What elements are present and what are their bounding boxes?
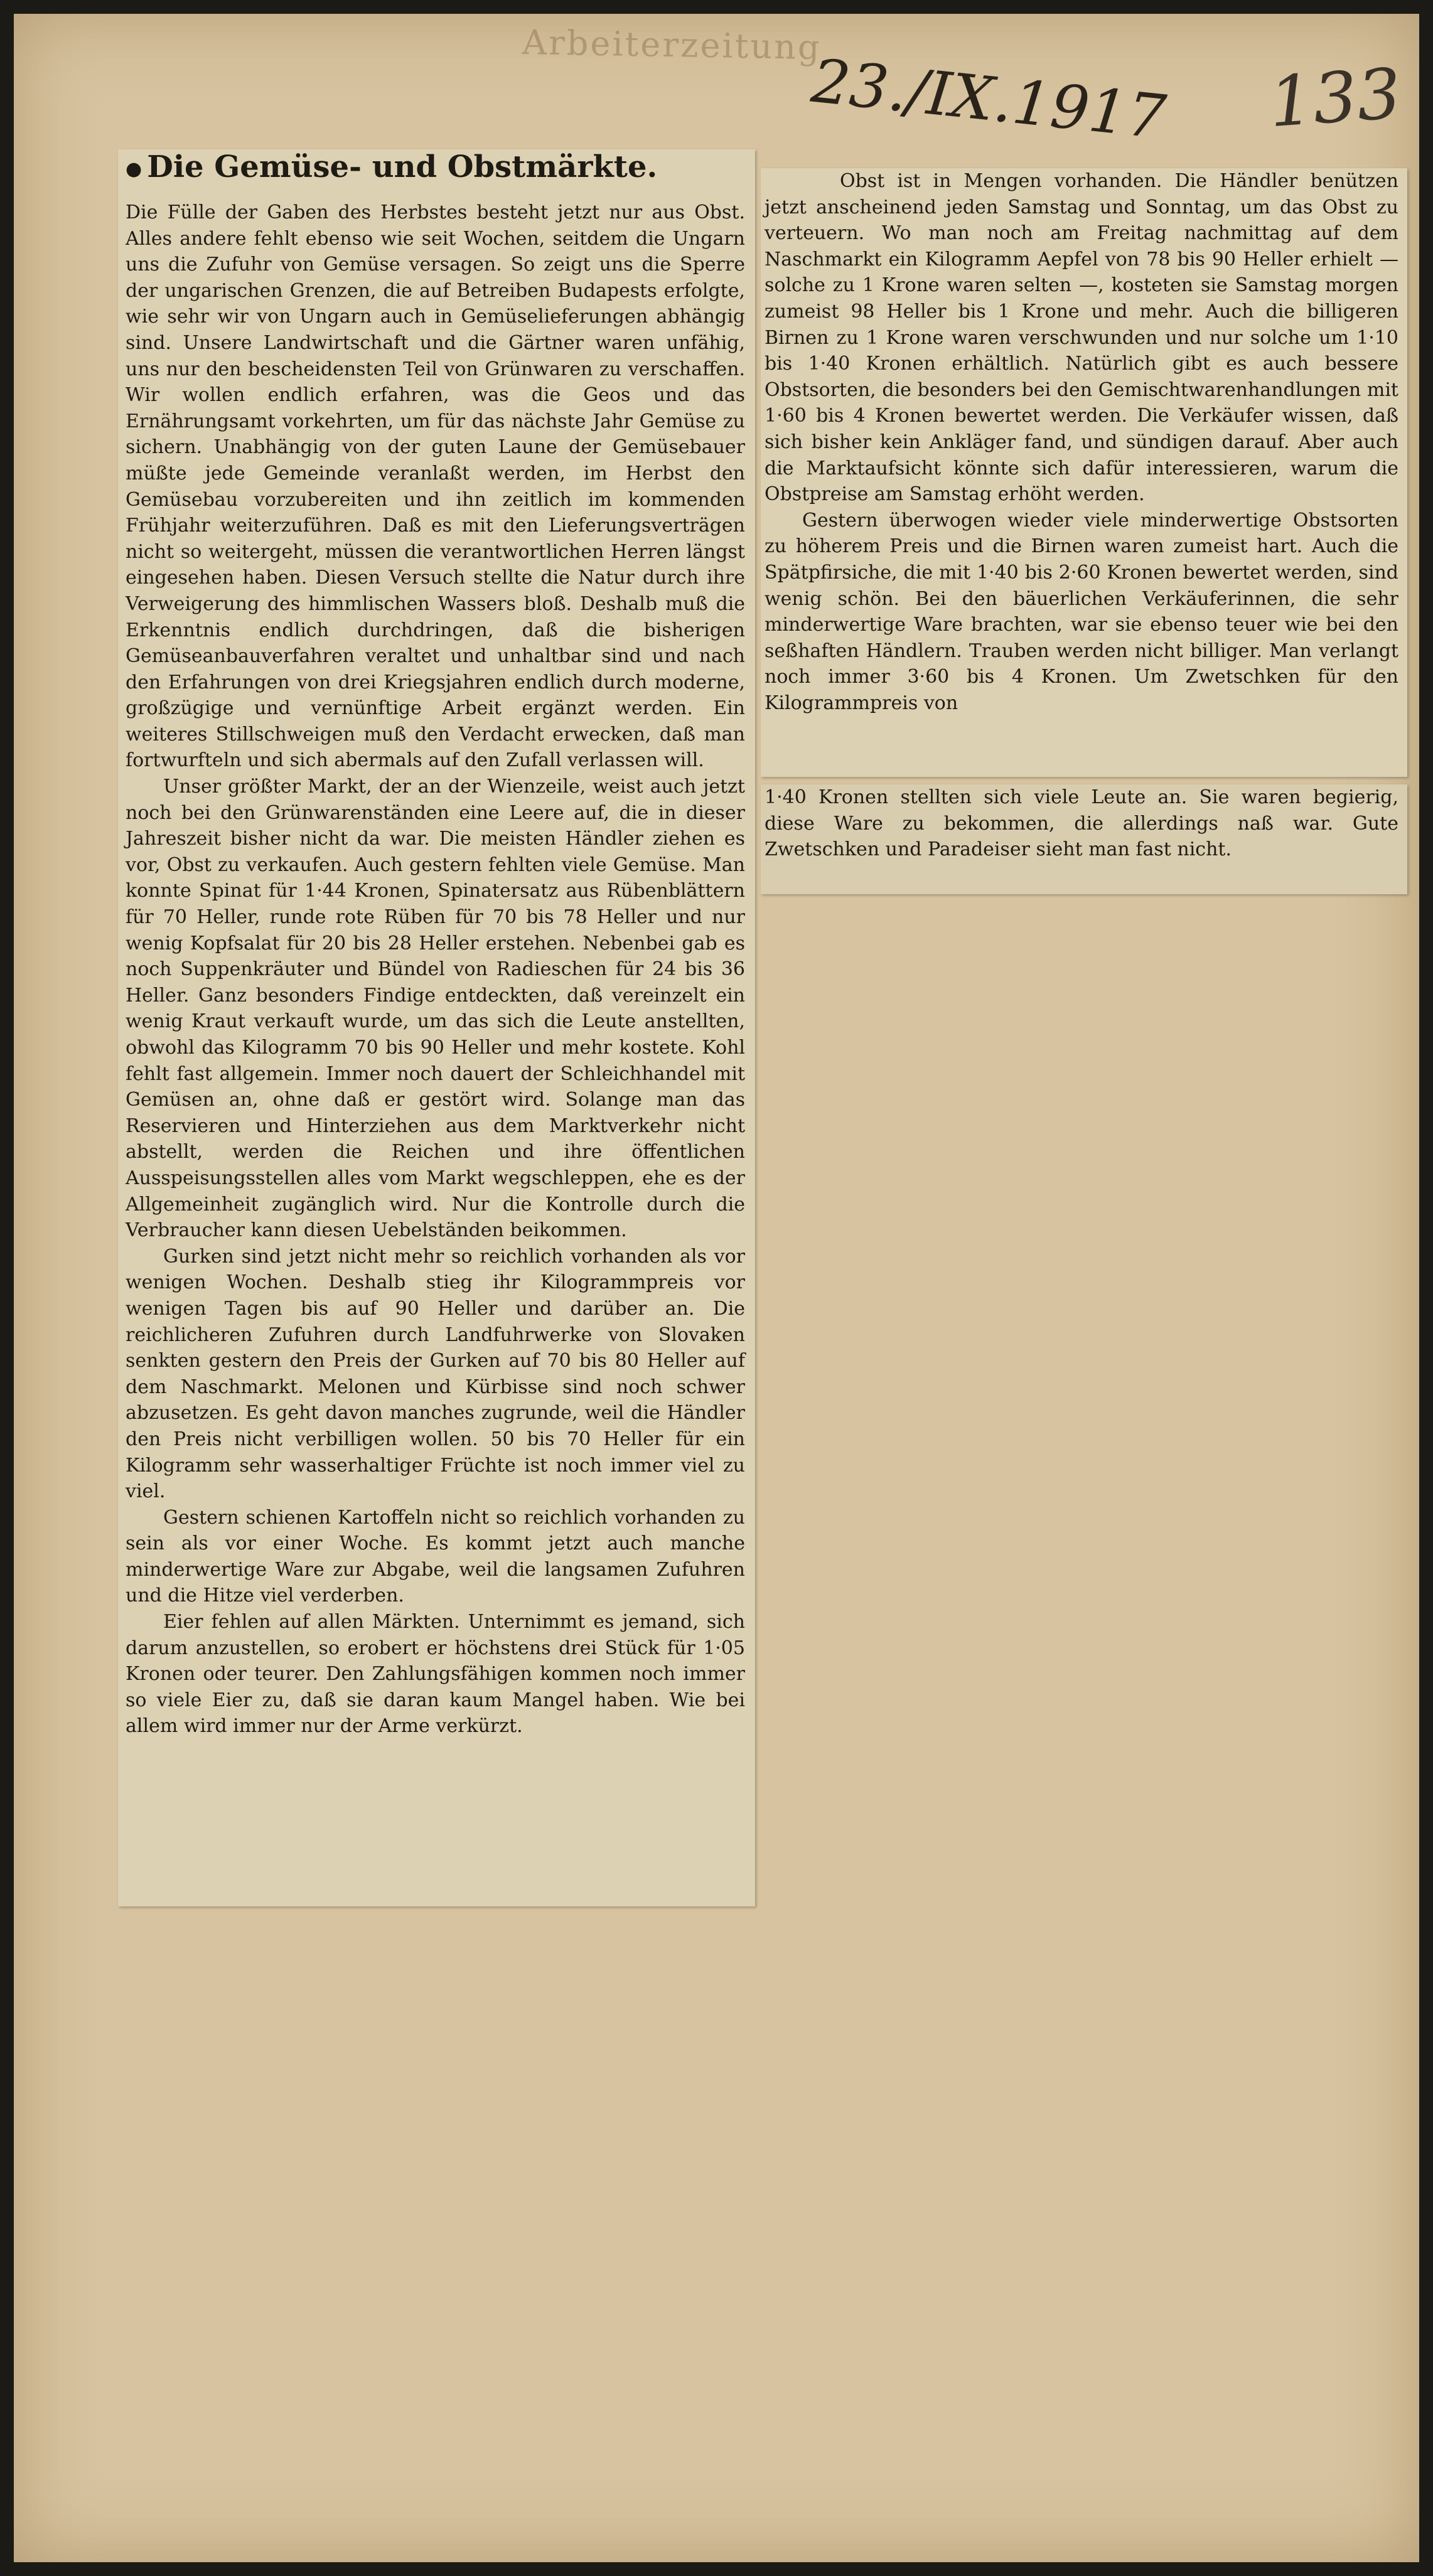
paragraph: Obst ist in Mengen vorhanden. Die Händler benützen jetzt anscheinend jeden Samstag und Sonntag, um das Obst zu verteuern. Wo man noch am Freitag nachmittag auf dem Naschmarkt ein Kilogramm Aepfel von 78 bis 90 Heller erhielt — solche zu 1 Krone waren selten —, kosteten sie Samstag morgen zumeist 98 Heller bis 1 Krone und mehr. Auch die billigeren Birnen zu 1 Krone waren verschwunden und nur solche um 1·10 bis 1·40 Kronen erhältlich. Natürlich gibt es auch bessere Obstsorten, die besonders bei den Gemischtwarenhandlungen mit 1·60 bis 4 Kronen bewertet werden. Die Verkäufer wissen, daß sich bisher kein Ankläger fand, und sündigen darauf. Aber auch die Marktaufsicht könnte sich dafür interessieren, warum die Obstpreise am Samstag erhöht werden. xyxy=(765,170,1398,506)
paragraph: Die Fülle der Gaben des Herbstes besteht jetzt nur aus Obst. Alles andere fehlt ebenso wie seit Wochen, seitdem die Ungarn uns die Zufuhr von Gemüse versagen. So zeigt uns die Sperre der ungarischen Grenzen, die auf Betreiben Budapests erfolgte, wie sehr wir von Ungarn auch in Gemüselieferungen abhängig sind. Unsere Landwirtschaft und die Gärtner waren unfähig, uns nur den bescheidensten Teil von Grünwaren zu verschaffen. Wir wollen endlich erfahren, was die Geos und das Ernährungsamt vorkehrten, um für das nächste Jahr Gemüse zu sichern. Unabhängig von der guten Laune der Gemüsebauer müßte jede Gemeinde veranlaßt werden, im Herbst den Gemüsebau vorzubereiten und ihn zeitlich im kommenden Frühjahr weiterzuführen. Daß es mit den Lieferungsverträgen nicht so weitergeht, müssen die verantwortlichen Herren längst eingesehen haben. Diesen Versuch stellte die Natur durch ihre Verweigerung des himmlischen Wassers bloß. Deshalb muß die Erkenntnis endlich durchdringen, daß die bisherigen Gemüseanbauverfahren veraltet und unhaltbar sind und nach den Erfahrungen von drei Kriegsjahren endlich durch moderne, großzügige und vernünftige Arbeit ergänzt werden. Ein weiteres Stillschweigen muß den Verdacht erwecken, daß man fortwurfteln und sich abermals auf den Zufall verlassen will. xyxy=(126,201,745,772)
paragraph: 1·40 Kronen stellten sich viele Leute an. Sie waren begierig, diese Ware zu bekommen, die allerdings naß war. Gute Zwetschken und Paradeiser sieht man fast nicht. xyxy=(765,786,1398,861)
handwritten-page-number: 133 xyxy=(1266,53,1404,143)
paragraph: Gestern überwogen wieder viele minderwertige Obstsorten zu höherem Preis und die Birnen waren zumeist hart. Auch die Spätpfirsiche, die mit 1·40 bis 2·60 Kronen bewertet werden, sind wenig schön. Bei den bäuerlichen Verkäuferinnen, die sehr minderwertige Ware brachten, war sie ebenso teuer wie bei den seßhaften Händlern. Trauben werden nicht billiger. Man verlangt noch immer 3·60 bis 4 Kronen. Um Zwetschken für den Kilogrammpreis von xyxy=(765,509,1398,714)
handwritten-date: 23./IX.1917 xyxy=(808,45,1169,153)
paragraph: Eier fehlen auf allen Märkten. Unternimmt es jemand, sich darum anzustellen, so erobert er höchstens drei Stück für 1·05 Kronen oder teurer. Den Zahlungsfähigen kommen noch immer so viele Eier zu, daß sie daran kaum Mangel haben. Wie bei allem wird immer nur der Arme verkürzt. xyxy=(126,1611,745,1738)
bullet-icon: ● xyxy=(126,158,142,180)
article-clipping-continuation xyxy=(761,784,1407,894)
article-column-1 xyxy=(126,191,745,1740)
paragraph: Gestern schienen Kartoffeln nicht so reichlich vorhanden zu sein als vor einer Woche. Es kommt jetzt auch manche minderwertige Ware zur Abgabe, weil die langsamen Zufuhren und die Hitze viel verderben. xyxy=(126,1506,745,1607)
article-title-text: Die Gemüse- und Obstmärkte. xyxy=(147,149,658,184)
article-clipping-right xyxy=(761,168,1407,777)
paragraph: Gurken sind jetzt nicht mehr so reichlich vorhanden als vor wenigen Wochen. Deshalb stieg ihr Kilogrammpreis vor wenigen Tagen bis auf 90 Heller und darüber an. Die reichlicheren Zufuhren durch Landfuhrwerke von Slovaken senkten gestern den Preis der Gurken auf 70 bis 80 Heller auf dem Naschmarkt. Melonen und Kürbisse sind noch schwer abzusetzen. Es geht davon manches zugrunde, weil die Händler den Preis nicht verbilligen wollen. 50 bis 70 Heller für ein Kilogramm sehr wasserhaltiger Früchte ist noch immer viel zu viel. xyxy=(126,1245,745,1503)
article-title xyxy=(126,149,745,184)
paragraph: Unser größter Markt, der an der Wienzeile, weist auch jetzt noch bei den Grünwarenständen eine Leere auf, die in dieser Jahreszeit bisher nicht da war. Die meisten Händler ziehen es vor, Obst zu verkaufen. Auch gestern fehlten viele Gemüse. Man konnte Spinat für 1·44 Kronen, Spinatersatz aus Rübenblättern für 70 Heller, runde rote Rüben für 70 bis 78 Heller und nur wenig Kopfsalat für 20 bis 28 Heller erstehen. Nebenbei gab es noch Suppenkräuter und Bündel von Radieschen für 24 bis 36 Heller. Ganz besonders Findige entdeckten, daß vereinzelt ein wenig Kraut verkauft wurde, um das sich die Leute anstellten, obwohl das Kilogramm 70 bis 90 Heller und mehr kostete. Kohl fehlt fast allgemein. Immer noch dauert der Schleichhandel mit Gemüsen an, ohne daß er gestört wird. Solange man das Reservieren und Hinterziehen aus dem Marktverkehr nicht abstellt, werden die Reichen und ihre öffentlichen Ausspeisungsstellen alles vom Markt wegschleppen, ehe es der Allgemeinheit zugänglich wird. Nur die Kontrolle durch die Verbraucher kann diesen Uebelständen beikommen. xyxy=(126,776,745,1242)
article-clipping-left xyxy=(118,149,755,1906)
newspaper-stamp: Arbeiterzeitung xyxy=(522,22,822,68)
